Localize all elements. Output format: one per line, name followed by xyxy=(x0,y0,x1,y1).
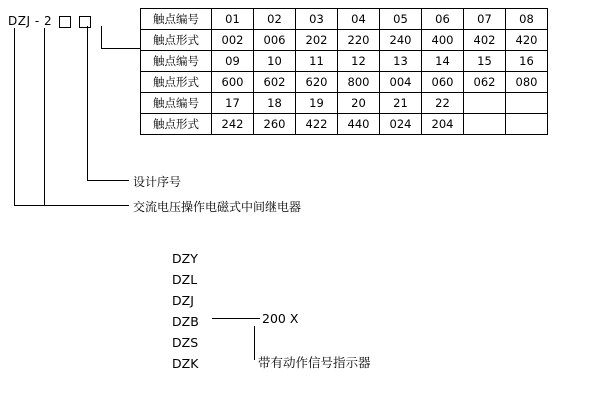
table-cell: 11 xyxy=(296,51,338,72)
table-cell: 420 xyxy=(506,30,548,51)
indicator-pointer-line xyxy=(254,326,255,360)
table-cell: 12 xyxy=(338,51,380,72)
table-cell: 002 xyxy=(212,30,254,51)
table-cell: 16 xyxy=(506,51,548,72)
leader-line-box2-horizontal xyxy=(101,48,141,49)
table-cell: 22 xyxy=(422,93,464,114)
table-cell: 09 xyxy=(212,51,254,72)
leader-line-number-horizontal xyxy=(44,205,129,206)
table-cell: 20 xyxy=(338,93,380,114)
table-cell: 08 xyxy=(506,9,548,30)
model-box-1 xyxy=(59,16,71,28)
table-cell xyxy=(506,114,548,135)
table-row xyxy=(141,9,548,30)
table-row xyxy=(141,51,548,72)
row-label: 触点形式 xyxy=(141,30,212,51)
table-cell xyxy=(464,114,506,135)
table-cell: 01 xyxy=(212,9,254,30)
table-cell: 600 xyxy=(212,72,254,93)
table-cell: 260 xyxy=(254,114,296,135)
table-cell: 17 xyxy=(212,93,254,114)
table-cell: 02 xyxy=(254,9,296,30)
leader-line-prefix-horizontal xyxy=(14,205,44,206)
series-item-dzs: DZS xyxy=(172,335,199,350)
table-row xyxy=(141,30,548,51)
table-cell: 10 xyxy=(254,51,296,72)
table-cell: 062 xyxy=(464,72,506,93)
model-code xyxy=(8,14,91,28)
series-item-dzl: DZL xyxy=(172,272,198,287)
table-cell: 204 xyxy=(422,114,464,135)
table-cell: 060 xyxy=(422,72,464,93)
model-dash: - xyxy=(34,14,40,28)
table-cell: 602 xyxy=(254,72,296,93)
table-cell: 19 xyxy=(296,93,338,114)
table-cell: 07 xyxy=(464,9,506,30)
contacts-table xyxy=(140,8,548,135)
table-cell: 04 xyxy=(338,9,380,30)
table-cell: 15 xyxy=(464,51,506,72)
series-suffix: 200 X xyxy=(262,311,299,326)
series-list xyxy=(172,248,199,374)
series-connector-line xyxy=(212,318,260,319)
contacts-table-body xyxy=(141,9,548,135)
row-label: 触点编号 xyxy=(141,51,212,72)
series-item-dzj: DZJ xyxy=(172,293,194,308)
leader-line-box2-vertical xyxy=(101,26,102,49)
table-cell: 18 xyxy=(254,93,296,114)
table-row xyxy=(141,72,548,93)
leader-line-prefix-vertical xyxy=(14,28,15,206)
model-number: 2 xyxy=(44,14,53,28)
row-label: 触点编号 xyxy=(141,93,212,114)
table-cell: 06 xyxy=(422,9,464,30)
table-cell xyxy=(464,93,506,114)
table-cell: 242 xyxy=(212,114,254,135)
contacts-table-wrapper xyxy=(140,8,548,135)
table-cell: 620 xyxy=(296,72,338,93)
row-label: 触点形式 xyxy=(141,114,212,135)
table-cell: 03 xyxy=(296,9,338,30)
indicator-note: 带有动作信号指示器 xyxy=(258,355,371,370)
table-cell: 800 xyxy=(338,72,380,93)
series-item-dzk: DZK xyxy=(172,356,199,371)
table-cell: 080 xyxy=(506,72,548,93)
table-cell: 202 xyxy=(296,30,338,51)
row-label: 触点编号 xyxy=(141,9,212,30)
series-item-dzb: DZB xyxy=(172,314,199,329)
leader-line-box1-horizontal xyxy=(87,180,129,181)
table-cell: 440 xyxy=(338,114,380,135)
table-cell: 13 xyxy=(380,51,422,72)
leader-line-number-vertical xyxy=(44,28,45,206)
row-label: 触点形式 xyxy=(141,72,212,93)
table-cell: 006 xyxy=(254,30,296,51)
model-box-2 xyxy=(79,16,91,28)
table-cell: 14 xyxy=(422,51,464,72)
table-row xyxy=(141,114,548,135)
series-item-dzy: DZY xyxy=(172,251,198,266)
table-cell: 400 xyxy=(422,30,464,51)
model-prefix: DZJ xyxy=(8,14,31,28)
caption-design-serial: 设计序号 xyxy=(133,175,182,189)
caption-relay-type: 交流电压操作电磁式中间继电器 xyxy=(133,200,302,214)
table-cell: 220 xyxy=(338,30,380,51)
table-cell: 402 xyxy=(464,30,506,51)
leader-line-box1-vertical xyxy=(87,26,88,181)
table-cell: 004 xyxy=(380,72,422,93)
table-cell: 240 xyxy=(380,30,422,51)
table-cell: 21 xyxy=(380,93,422,114)
table-cell: 05 xyxy=(380,9,422,30)
table-row xyxy=(141,93,548,114)
table-cell: 422 xyxy=(296,114,338,135)
table-cell: 024 xyxy=(380,114,422,135)
table-cell xyxy=(506,93,548,114)
